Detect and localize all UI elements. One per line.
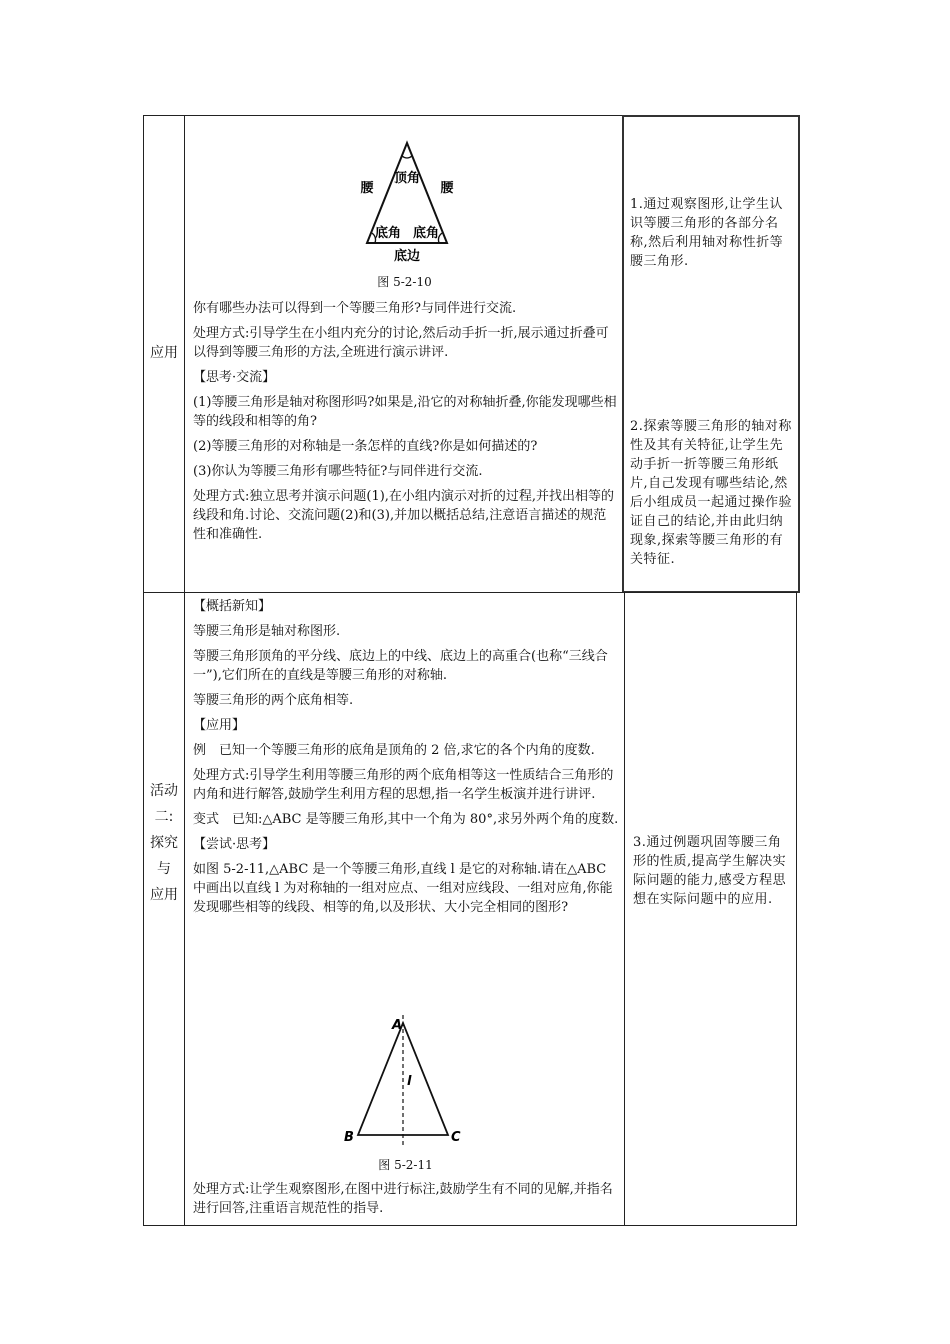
label-waist-left: 腰 [360, 181, 374, 196]
row1-paragraph: 处理方式:引导学生在小组内充分的讨论,然后动手折一折,展示通过折叠可以得到等腰三角形的方法,全班进行演示讲评. [193, 326, 609, 360]
row1-paragraph: (1)等腰三角形是轴对称图形吗?如果是,沿它的对称轴折叠,你能发现哪些相等的线段和相等的角? [193, 395, 617, 429]
row1-label-cell [143, 115, 185, 593]
vertex-label-c: C [451, 1130, 461, 1145]
vertex-label-a: A [392, 1018, 403, 1033]
section-heading-try-think: 【尝试·思考】 [193, 837, 276, 852]
row1-label: 应用 [150, 345, 178, 361]
row2-paragraph: 等腰三角形顶角的平分线、底边上的中线、底边上的高重合(也称“三线合一”),它们所在的直线是等腰三角形的对称轴. [193, 649, 608, 683]
row2-paragraph: 等腰三角形是轴对称图形. [193, 624, 341, 639]
label-base-angle-left: 底角 [374, 226, 402, 241]
row1-content-cell [184, 115, 623, 593]
row1-paragraph: 你有哪些办法可以得到一个等腰三角形?与同伴进行交流. [193, 301, 517, 316]
design-note-3: 3.通过例题巩固等腰三角形的性质,提高学生解决实际问题的能力,感受方程思想在实际问题中的应用. [633, 835, 787, 907]
row1-text-block [193, 299, 617, 550]
row2-label-cell [143, 592, 185, 1226]
row2-label [144, 778, 184, 908]
example-problem: 例 已知一个等腰三角形的底角是顶角的 2 倍,求它的各个内角的度数. [193, 743, 595, 758]
row2-label-line: 二: [154, 809, 174, 825]
variant-problem: 变式 已知:△ABC 是等腰三角形,其中一个角为 80°,求另外两个角的度数. [193, 812, 619, 827]
row1-paragraph: (2)等腰三角形的对称轴是一条怎样的直线?你是如何描述的? [193, 439, 538, 454]
row2-content-cell [184, 592, 625, 1226]
row2-text-block [193, 597, 619, 923]
figure-5-2-10-caption: 图 5-2-10 [377, 275, 432, 289]
design-note-1: 1.通过观察图形,让学生认识等腰三角形的各部分名称,然后利用轴对称性折等腰三角形. [630, 197, 784, 269]
section-heading-summary: 【概括新知】 [193, 599, 272, 614]
figure-5-2-11-caption: 图 5-2-11 [378, 1158, 433, 1172]
row2-paragraph: 处理方式:引导学生利用等腰三角形的两个底角相等这一性质结合三角形的内角和进行解答,鼓励学生利用方程的思想,指一名学生板演并进行讲评. [193, 768, 614, 802]
row2-label-line: 与 [157, 861, 171, 877]
row2-label-line: 探究 [150, 835, 178, 851]
row2-label-line: 应用 [150, 887, 178, 903]
row1-paragraph: 处理方式:独立思考并演示问题(1),在小组内演示对折的过程,并找出相等的线段和角.讨论、交流问题(2)和(3),并加以概括总结,注意语言描述的规范性和准确性. [193, 489, 615, 542]
row2-bottom-block [193, 1180, 619, 1224]
axis-label-l: l [407, 1074, 412, 1089]
vertex-label-b: B [344, 1130, 354, 1145]
row2-paragraph: 如图 5-2-11,△ABC 是一个等腰三角形,直线 l 是它的对称轴.请在△ABC 中画出以直线 l 为对称轴的一组对应点、一组对应线段、一组对应角,你能发现哪些相等的线段、相等的角,以及形状、大小完全相同的图形? [193, 862, 613, 915]
isosceles-abc-figure [340, 1013, 470, 1148]
section-heading-application: 【应用】 [193, 718, 246, 733]
vertex-angle-arc [402, 156, 412, 158]
isosceles-parts-figure [355, 138, 465, 268]
row2-paragraph: 处理方式:让学生观察图形,在图中进行标注,鼓励学生有不同的见解,并指名进行回答,注重语言规范性的指导. [193, 1182, 613, 1216]
row2-label-line: 活动 [150, 783, 178, 799]
section-heading-think-exchange: 【思考·交流】 [193, 370, 276, 385]
design-note-2: 2.探索等腰三角形的轴对称性及其有关特征,让学生先动手折一折等腰三角形纸片,自己发现有哪些结论,然后小组成员一起通过操作验证自己的结论,并由此归纳现象,探索等腰三角形的有关特征. [630, 419, 793, 567]
row1-note-cell [622, 115, 800, 593]
label-waist-right: 腰 [440, 181, 454, 196]
label-base-angle-right: 底角 [412, 226, 440, 241]
label-vertex-angle: 顶角 [393, 171, 421, 186]
row2-note-cell [624, 592, 797, 1226]
label-base: 底边 [393, 249, 421, 264]
row1-paragraph: (3)你认为等腰三角形有哪些特征?与同伴进行交流. [193, 464, 483, 479]
row2-paragraph: 等腰三角形的两个底角相等. [193, 693, 354, 708]
